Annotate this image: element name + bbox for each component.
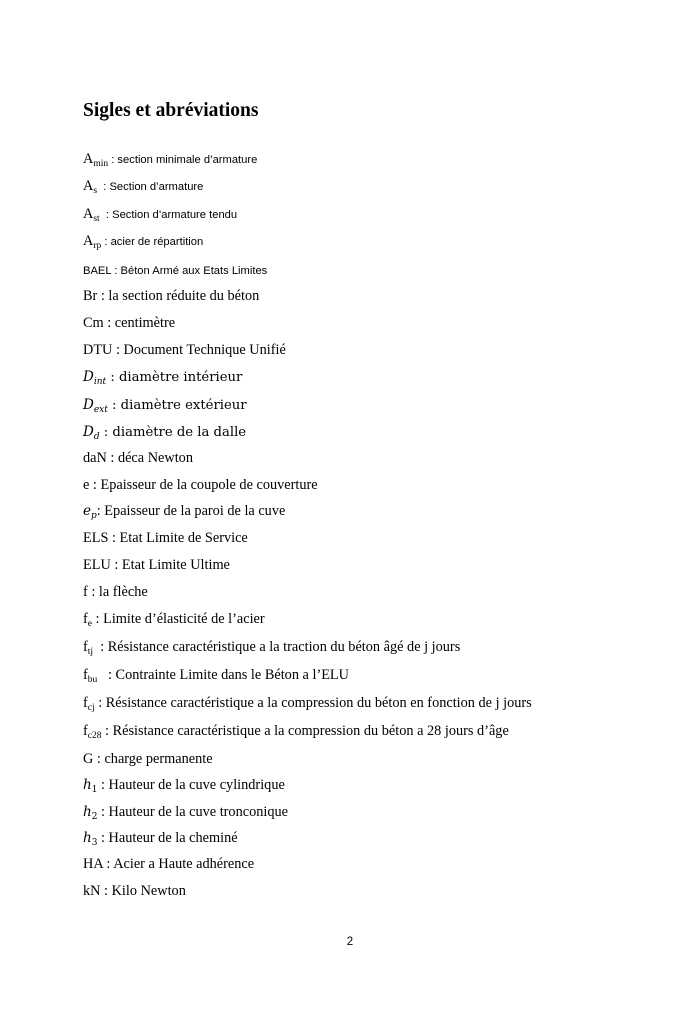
entry-description: : Hauteur de la cheminé — [97, 830, 238, 846]
entry-text: kN : Kilo Newton — [83, 883, 186, 899]
entry-text: f : la flèche — [83, 584, 148, 600]
entry-text: ELS : Etat Limite de Service — [83, 530, 248, 546]
abbreviation-entry-fbu — [83, 667, 349, 684]
entry-description: : acier de répartition — [101, 236, 204, 248]
abbreviation-entry-bael — [83, 262, 267, 279]
abbreviation-entry-ast — [83, 206, 237, 223]
entry-description: : section minimale d’armature — [108, 154, 258, 166]
entry-symbol: $A_{min}$ — [83, 151, 109, 169]
abbreviation-entry-dtu — [83, 342, 286, 359]
entry-text: Cm : centimètre — [83, 315, 176, 331]
abbreviation-entry-dan — [83, 450, 193, 467]
entry-symbol: $D_{ext}$ — [83, 397, 108, 415]
entry-text: daN : déca Newton — [83, 450, 193, 466]
abbreviation-entry-arp — [83, 233, 203, 250]
entry-symbol: $h_2$ — [83, 804, 98, 822]
abbreviation-entry-h2 — [83, 804, 288, 821]
entry-symbol: $D_d$ — [83, 424, 100, 442]
entry-text: DTU : Document Technique Unifié — [83, 342, 286, 358]
entry-description: : diamètre extérieur — [107, 398, 247, 413]
entry-text: BAEL : Béton Armé aux Etats Limites — [83, 265, 268, 277]
abbreviation-entry-ep — [83, 503, 285, 520]
abbreviation-entry-els — [83, 530, 248, 547]
entry-symbol: $D_{int}$ — [83, 369, 107, 387]
abbreviation-entry-dd — [83, 424, 246, 441]
entry-description: : Limite d’élasticité de l’acier — [91, 611, 265, 627]
entry-description: : Contrainte Limite dans le Béton a l’ELU — [97, 667, 349, 683]
abbreviation-entry-as — [83, 178, 203, 195]
entry-description: : Résistance caractéristique a la compression du béton en fonction de j jours — [94, 695, 532, 711]
abbreviation-entry-fc28 — [83, 723, 509, 740]
entry-symbol: $h_3$ — [83, 830, 98, 848]
entry-description: : diamètre de la dalle — [99, 425, 247, 440]
abbreviation-entry-h3 — [83, 830, 238, 847]
abbreviation-entry-f — [83, 584, 148, 601]
abbreviation-entry-dint — [83, 369, 242, 386]
abbreviation-entry-br — [83, 288, 259, 305]
entry-description: : Hauteur de la cuve tronconique — [97, 804, 288, 820]
abbreviation-entry-e — [83, 477, 318, 494]
entry-symbol: $f_e$ — [83, 611, 92, 629]
abbreviation-entry-fe — [83, 611, 265, 628]
entry-symbol: $f_{tj}$ — [83, 639, 94, 657]
entry-description: : Résistance caractéristique a la traction du béton âgé de j jours — [93, 639, 461, 655]
abbreviation-entry-ftj — [83, 639, 460, 656]
entry-symbol: $f_{bu}$ — [83, 667, 98, 685]
entry-description: : Section d’armature — [97, 181, 204, 193]
entry-symbol: $f_{c28}$ — [83, 723, 102, 741]
entry-symbol: $h_1$ — [83, 777, 98, 795]
entry-symbol: $f_{cj}$ — [83, 695, 95, 713]
entry-symbol: $A_s$ — [83, 178, 98, 196]
page-title: Sigles et abréviations — [83, 100, 259, 121]
entry-text: G : charge permanente — [83, 751, 213, 767]
abbreviation-entry-cm — [83, 315, 175, 332]
abbreviation-entry-elu — [83, 557, 230, 574]
entry-text: HA : Acier a Haute adhérence — [83, 856, 255, 872]
abbreviation-entry-amin — [83, 151, 257, 168]
entry-description: : Section d’armature tendu — [99, 209, 238, 221]
abbreviation-entry-h1 — [83, 777, 285, 794]
entry-symbol: $e_p$ — [83, 503, 97, 521]
entry-text: Br : la section réduite du béton — [83, 288, 260, 304]
page-number: 2 — [346, 936, 354, 948]
entry-description: : Hauteur de la cuve cylindrique — [97, 777, 285, 793]
entry-symbol: $A_{rp}$ — [83, 233, 102, 251]
abbreviation-entry-dext — [83, 397, 247, 414]
entry-description: : Epaisseur de la paroi de la cuve — [96, 503, 286, 519]
entry-description: : Résistance caractéristique a la compression du béton a 28 jours d’âge — [101, 723, 509, 739]
abbreviation-entry-fcj — [83, 695, 532, 712]
entry-text: ELU : Etat Limite Ultime — [83, 557, 230, 573]
abbreviation-entry-ha — [83, 856, 254, 873]
entry-description: : diamètre intérieur — [106, 370, 243, 385]
abbreviation-entry-kn — [83, 883, 186, 900]
entry-symbol: $A_{st}$ — [83, 206, 100, 224]
entry-text: e : Epaisseur de la coupole de couverture — [83, 477, 318, 493]
abbreviation-entry-g — [83, 751, 213, 768]
